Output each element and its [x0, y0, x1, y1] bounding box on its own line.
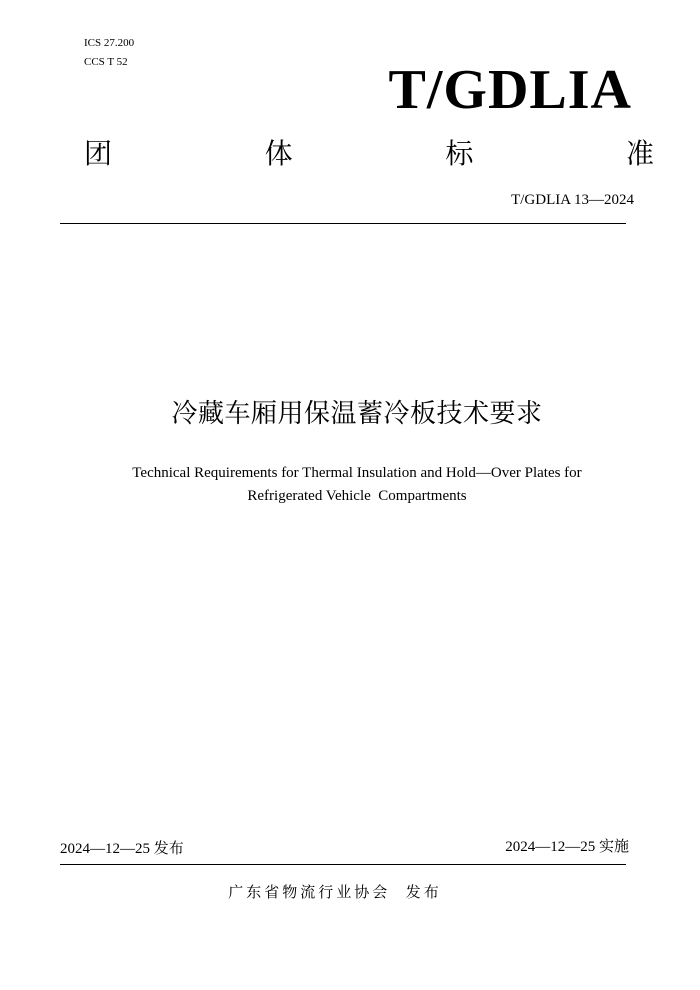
standard-type: [84, 136, 654, 172]
title-english-line: Refrigerated Vehicle Compartments: [247, 488, 467, 504]
organization-code: T/GDLIA: [388, 59, 632, 121]
ics-code: ICS 27.200: [84, 37, 135, 49]
release-date: [60, 838, 184, 859]
bottom-divider: [60, 864, 626, 865]
publisher: 广东省物流行业协会 发布: [228, 883, 442, 901]
release-date-label: 发布: [153, 839, 184, 857]
title-english: [0, 462, 700, 508]
top-divider: [60, 223, 626, 224]
standard-type-char: 团: [84, 137, 113, 170]
title-english-line: Technical Requirements for Thermal Insulation and Hold—Over Plates for: [132, 465, 582, 481]
standard-number: T/GDLIA 13—2024: [511, 192, 634, 208]
release-date-value: 2024—12—25: [60, 841, 150, 857]
ccs-code: CCS T 52: [84, 56, 128, 68]
effective-date-value: 2024—12—25: [505, 839, 596, 855]
standard-type-char: 体: [264, 137, 293, 170]
effective-date: [505, 836, 629, 857]
standard-type-char: 标: [445, 137, 474, 170]
effective-date-label: 实施: [598, 837, 629, 855]
standard-type-char: 准: [625, 137, 654, 170]
title-chinese: 冷藏车厢用保温蓄冷板技术要求: [171, 399, 543, 429]
